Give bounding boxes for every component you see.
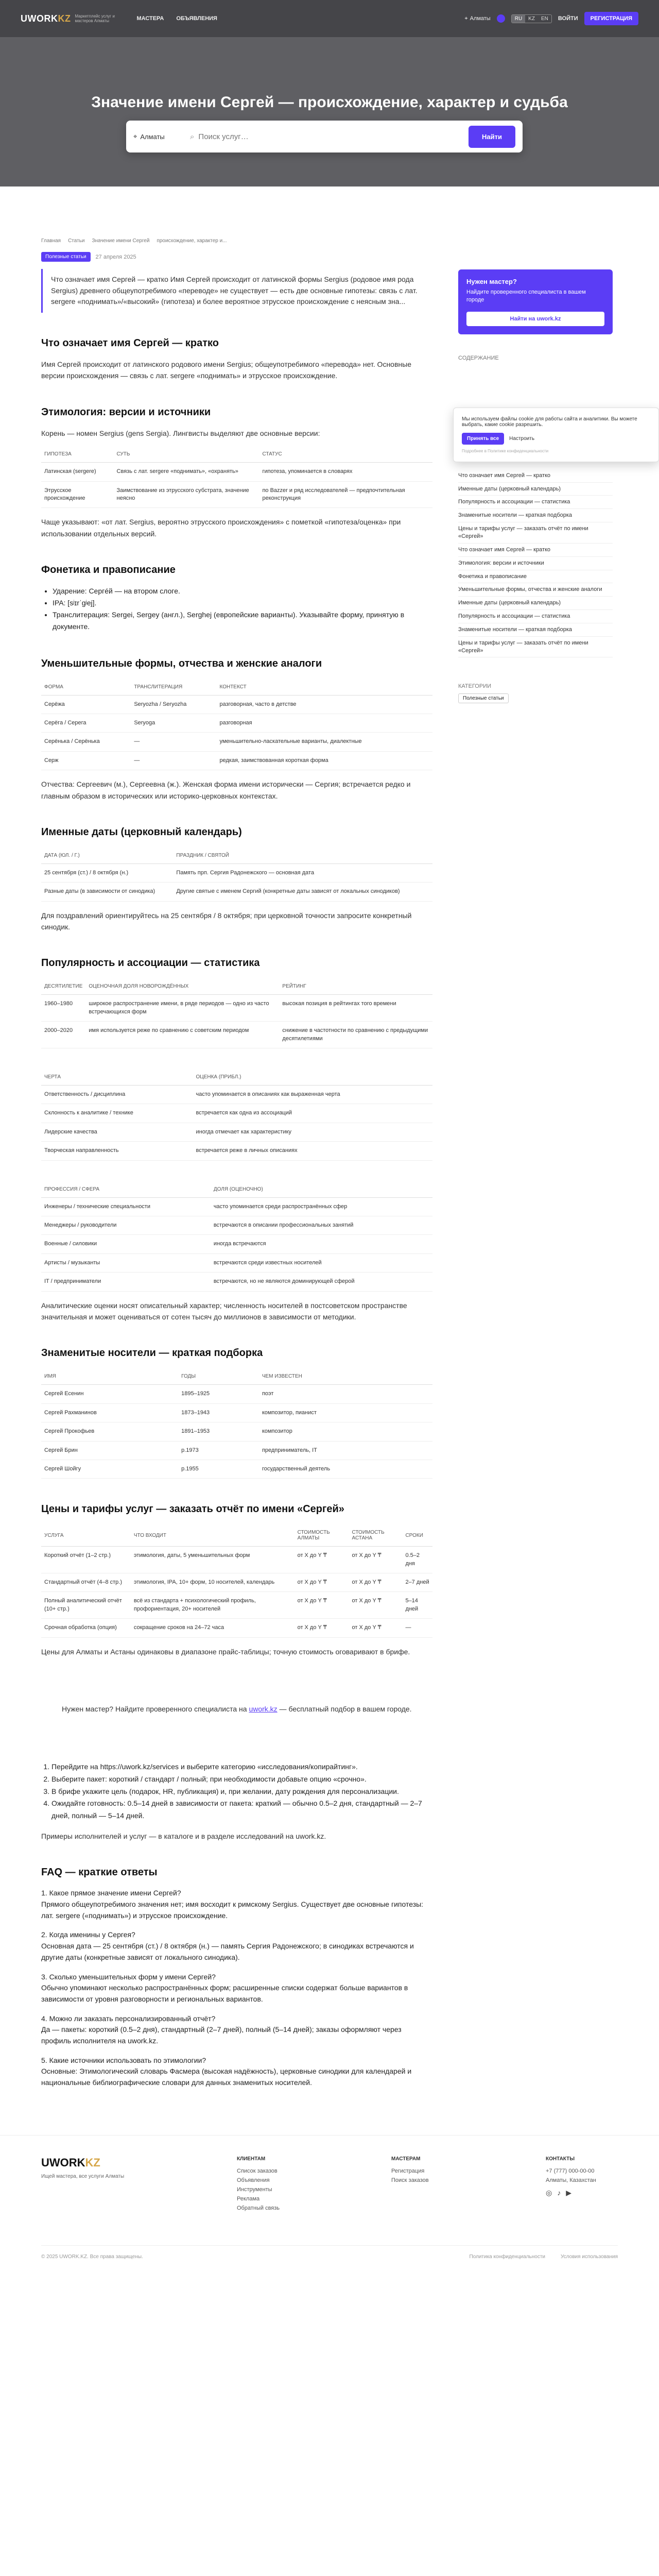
list-item: 1. Перейдите на https://uwork.kz/services и выберите категорию «исследования/копирайтинг». (51, 1761, 432, 1773)
nav-masters[interactable]: МАСТЕРА (136, 15, 164, 22)
toc-item[interactable]: Знаменитые носители — краткая подборка (458, 623, 613, 637)
section-title-prices: Цены и тарифы услуг — заказать отчёт по имени «Сергей» (41, 1503, 344, 1515)
footer-link[interactable]: Список заказов (237, 2167, 278, 2174)
list-item: 4. Ожидайте готовность: 0.5–14 дней в зависимости от пакета: краткий — обычно 0.5–2 дня, стандартный — 2–7 дней, полный — 5–14 дней. (51, 1798, 432, 1822)
table-row: 25 сентября (ст.) / 8 октября (н.) Память прп. Сергия Радонежского — основная дата (41, 863, 432, 882)
footer-link[interactable]: Обратный связь (237, 2205, 280, 2211)
cta-link[interactable]: uwork.kz (249, 1705, 278, 1714)
faq-item: 4. Можно ли заказать персонализированный отчёт? Да — пакеты: короткий (0.5–2 дня), стандартный (2–7 дней), полный (5–14 дней); заказы оформляют через профиль исполнителя на uwork.kz. (41, 2014, 402, 2045)
footer-link[interactable]: Реклама (237, 2195, 260, 2202)
login-link[interactable]: ВОЙТИ (558, 15, 578, 22)
table-row: Серёнька / Серёнька — уменьшительно-ласкательные варианты, диалектные (41, 733, 432, 751)
section-title-faq: FAQ — краткие ответы (41, 1867, 158, 1878)
table-row: Сергей Шойгу р.1955 государственный деятель (41, 1460, 432, 1478)
footer-address: Алматы, Казахстан (546, 2177, 596, 2183)
page-title: Значение имени Сергей — происхождение, характер и судьба (91, 94, 568, 111)
table-row: Серж — редкая, заимствованная короткая форма (41, 751, 432, 770)
footer-clients: КЛИЕНТАМ Список заказов Объявления Инструменты Реклама Обратный связь (237, 2156, 350, 2214)
table-row: Серёжа Seryozha / Seryozha разговорная, часто в детстве (41, 695, 432, 714)
search-bar (126, 121, 523, 152)
footer-contacts: КОНТАКТЫ +7 (777) 000-00-00 Алматы, Казахстан ◎ ♪ ▶ (546, 2156, 596, 2197)
etymology-note: Чаще указывают: «от лат. Sergius, вероятно этрусского происхождения» с пометкой «гипотеза/оценка» при использовании отдельных версий. (41, 518, 401, 538)
city-selector[interactable]: ⌖ Алматы (464, 15, 491, 22)
list-item: 3. В брифе укажите цель (подарок, HR, публикация) и, при желании, дату рождения для персонализации. (51, 1786, 432, 1798)
table-row: Сергей Рахманинов 1873–1943 композитор, пианист (41, 1403, 432, 1422)
section-title-forms: Уменьшительные формы, отчества и женские аналоги (41, 657, 322, 669)
list-item: • IPA: [sʲɪrˈɡʲej]. (53, 597, 432, 609)
etymology-table: ГИПОТЕЗА СУТЬ СТАТУС Латинская (sergere) Связь с лат. sergere «поднимать», «охранять» гипотеза, упоминается в словарях Этрусское происхождение Заимствование из этрусского субстрата, значение неясно по Bazzer и ряд исследователей — предпочтительная реконструкция (41, 446, 432, 508)
lang-kz[interactable]: KZ (528, 15, 535, 22)
privacy-link[interactable]: Политика конфиденциальности (469, 2253, 545, 2260)
article (41, 244, 432, 2089)
professions-table: ПРОФЕССИЯ / СФЕРА ДОЛЯ (ОЦЕНОЧНО) Инженеры / технические специальности часто упоминается среди распространённых сфер Менеджеры / руководители встречаются в описании профессиональных занятий Военные / силовики иногда встречаются Артисты / музыканты встречаются среди известных носителей IT / предприниматели встречаются, но не являются доминирующей сферой (41, 1181, 432, 1292)
table-row: Лидерские качества иногда отмечает как характеристику (41, 1123, 432, 1141)
table-row: Инженеры / технические специальности часто упоминается среди распространённых сфер (41, 1197, 432, 1216)
toc-item[interactable]: Популярность и ассоциации — статистика (458, 610, 613, 623)
table-row: 2000–2020 имя используется реже по сравнению с советским периодом снижение в частотности по сравнению с предыдущими десятилетиями (41, 1022, 432, 1048)
order-steps (51, 1761, 432, 1822)
nav-ads[interactable]: ОБЪЯВЛЕНИЯ (176, 15, 217, 22)
table-row: Ответственность / дисциплина часто упоминается в описаниях как выраженная черта (41, 1086, 432, 1104)
famous-table: ИМЯ ГОДЫ ЧЕМ ИЗВЕСТЕН Сергей Есенин 1895–1925 поэт Сергей Рахманинов 1873–1943 композитор, пианист Сергей Прокофьев 1891–1953 композитор Сергей Брин р.1973 предприниматель, IT Сергей Шойгу р.1955 государственный деятель (41, 1368, 432, 1479)
toc-item[interactable]: Что означает имя Сергей — кратко (458, 544, 613, 557)
crumb-articles[interactable]: Статьи (68, 238, 85, 244)
popularity-table: ДЕСЯТИЛЕТИЕ ОЦЕНОЧНАЯ ДОЛЯ НОВОРОЖДЁННЫХ РЕЙТИНГ 1960–1980 широкое распространение имени, в ряде периодов — одно из часто встречающихся форм высокая позиция в рейтингах того времени 2000–2020 имя используется реже по сравнению с советским периодом снижение в частотности по сравнению с предыдущими десятилетиями (41, 978, 432, 1048)
forms-table: ФОРМА ТРАНСЛИТЕРАЦИЯ КОНТЕКСТ Серёжа Seryozha / Seryozha разговорная, часто в детстве Серёга / Серега Seryoga разговорная Серёнька / Серёнька — уменьшительно-ласкательные варианты, диалектные Серж — редкая, заимствованная короткая форма (41, 679, 432, 771)
section-title-phonetics: Фонетика и правописание (41, 564, 176, 576)
table-of-contents: СОДЕРЖАНИЕ (458, 354, 499, 361)
lead-quote: Что означает имя Сергей — кратко Имя Сергей происходит от латинской формы Sergius (родовое имя рода Sergius) древнего общеупотребимого «переводе» не существует — есть две основные гипотезы: связь с лат. sergere «поднимать»/«высокий» (гипотеза) и более вероятное этрусское происхождение с неясным зна... (41, 269, 432, 313)
cookie-settings-button[interactable]: Настроить (509, 435, 535, 442)
cookie-accept-button[interactable]: Принять все (462, 433, 504, 445)
terms-link[interactable]: Условия использования (561, 2253, 618, 2260)
table-row: Военные / силовики иногда встречаются (41, 1235, 432, 1253)
section-text-brief: Имя Сергей происходит от латинского родового имени Sergius; общеупотребимого «перевода» нет. Основные версии происхождения — связь с лат. sergere «поднимать» и этрусское происхождение. (41, 360, 411, 380)
forms-note: Отчества: Сергеевич (м.), Сергеевна (ж.). Женская форма имени исторически — Сергия; встречается редко и главным образом в исторических или историко-церковных контекстах. (41, 780, 411, 800)
logo[interactable]: UWORKKZ (21, 13, 71, 24)
cookie-banner: Мы используем файлы cookie для работы сайта и аналитики. Вы можете выбрать, какие cookie разрешить. Принять все Настроить Подробнее в Политике конфиденциальности (453, 408, 659, 462)
table-row: Склонность к аналитике / технике встречается как одна из ассоциаций (41, 1104, 432, 1123)
traits-table: ЧЕРТА ОЦЕНКА (ПРИБЛ.) Ответственность / дисциплина часто упоминается в описаниях как выраженная черта Склонность к аналитике / технике встречается как одна из ассоциаций Лидерские качества иногда отмечает как характеристику Творческая направленность встречается реже в личных описаниях (41, 1069, 432, 1161)
table-row: 1960–1980 широкое распространение имени, в ряде периодов — одно из часто встречающихся форм высокая позиция в рейтингах того времени (41, 995, 432, 1022)
hero (0, 37, 659, 187)
tiktok-icon[interactable]: ♪ (557, 2188, 561, 2197)
top-bar (0, 0, 659, 37)
search-icon: ⌕ (190, 132, 195, 141)
category-chip[interactable]: Полезные статьи (458, 693, 509, 703)
theme-toggle-icon[interactable] (497, 14, 505, 23)
popularity-note: Аналитические оценки носят описательный характер; численность носителей в постсоветском пространстве значительная и может оцениваться от сотен тысяч до миллионов в зависимости от методики. (41, 1301, 407, 1321)
search-input[interactable] (198, 132, 469, 141)
footer (0, 2135, 659, 2268)
search-button[interactable]: Найти (469, 126, 515, 148)
footer-masters: МАСТЕРАМ Регистрация Поиск заказов (391, 2156, 505, 2214)
section-title-dates: Именные даты (церковный календарь) (41, 826, 242, 838)
table-row: Творческая направленность встречается реже в личных описаниях (41, 1142, 432, 1160)
faq-item: 2. Когда именины у Сергея? Основная дата — 25 сентября (ст.) / 8 октября (н.) — память Сергия Радонежского; в синодиках встречаются и другие даты (конкретные зависят от локального синодика). (41, 1930, 414, 1961)
section-title-famous: Знаменитые носители — краткая подборка (41, 1347, 263, 1359)
dates-note: Для поздравлений ориентируйтесь на 25 сентября / 8 октября; при церковной точности запросите конкретный синодик. (41, 911, 412, 931)
footer-logo[interactable]: UWORKKZ (41, 2156, 100, 2169)
sidebar (458, 244, 637, 2089)
toc-list (458, 469, 613, 658)
toc-item[interactable]: Уменьшительные формы, отчества и женские аналоги (458, 583, 613, 597)
table-row: Разные даты (в зависимости от синодика) Другие святые с именем Сергий (конкретные даты зависят от локальных синодиков) (41, 883, 432, 901)
list-item: • Ударение: Сергéй — на втором слоге. (53, 585, 432, 597)
footer-link[interactable]: Инструменты (237, 2186, 272, 2193)
table-row: Этрусское происхождение Заимствование из этрусского субстрата, значение неясно по Bazzer и ряд исследователей — предпочтительная реконструкция (41, 481, 432, 508)
expert-card: Нужен мастер? Найдите проверенного специалиста в вашем городе Найти на uwork.kz (458, 269, 613, 334)
table-row: Короткий отчёт (1–2 стр.) этимология, даты, 5 уменьшительных форм от X до Y ₸ от X до Y ₸ 0.5–2 дня (41, 1547, 432, 1573)
list-item: 2. Выберите пакет: короткий / стандарт / полный; при необходимости добавьте опцию «срочно». (51, 1773, 432, 1786)
categories: КАТЕГОРИИ Полезные статьи (458, 683, 613, 703)
section-title-etymology: Этимология: версии и источники (41, 406, 211, 418)
location-pin-icon: ⌖ (464, 15, 468, 22)
category-tag[interactable]: Полезные статьи (41, 252, 91, 262)
list-item: • Транслитерация: Sergei, Sergey (англ.), Serghej (европейские варианты). Указывайте форму, принятую в документе. (53, 609, 432, 633)
table-row: IT / предприниматели встречаются, но не являются доминирующей сферой (41, 1273, 432, 1291)
table-row: Артисты / музыканты встречаются среди известных носителей (41, 1253, 432, 1272)
faq-item: 3. Сколько уменьшительных форм у имени Сергей? Обычно упоминают несколько распространённых форм; расширенные списки содержат больше вариантов в зависимости от уровня разговорности и региональных вариантов. (41, 1972, 408, 2003)
publish-date: 27 апреля 2025 (95, 253, 136, 260)
table-row: Сергей Прокофьев 1891–1953 композитор (41, 1422, 432, 1441)
youtube-icon[interactable]: ▶ (566, 2188, 571, 2197)
location-pin-icon: ⌖ (133, 132, 137, 140)
toc-item[interactable]: Популярность и ассоциации — статистика (458, 496, 613, 509)
top-nav (137, 15, 217, 22)
toc-item[interactable]: Этимология: версии и источники (458, 557, 613, 570)
table-row: Серёга / Серега Seryoga разговорная (41, 714, 432, 732)
table-row: Срочная обработка (опция) сокращение сроков на 24–72 часа от X до Y ₸ от X до Y ₸ — (41, 1619, 432, 1637)
footer-link[interactable]: Регистрация (391, 2167, 425, 2174)
footer-phone[interactable]: +7 (777) 000-00-00 (546, 2167, 595, 2174)
instagram-icon[interactable]: ◎ (546, 2188, 552, 2197)
dates-table: ДАТА (ЮЛ. / Г.) ПРАЗДНИК / СВЯТОЙ 25 сентября (ст.) / 8 октября (н.) Память прп. Сергия Радонежского — основная дата Разные даты (в зависимости от синодика) Другие святые с именем Сергий (конкретные даты зависят от локальных синодиков) (41, 848, 432, 902)
find-expert-button[interactable]: Найти на uwork.kz (466, 312, 604, 326)
copyright: © 2025 UWORK.KZ. Все права защищены. (41, 2253, 143, 2260)
toc-item[interactable]: Знаменитые носители — краткая подборка (458, 509, 613, 522)
search-city[interactable]: ⌖ Алматы (133, 132, 165, 141)
steps-note: Примеры исполнителей и услуг — в каталоге и в разделе исследований на uwork.kz. (41, 1832, 326, 1840)
section-title-brief: Что означает имя Сергей — кратко (41, 337, 219, 349)
phonetics-list (53, 585, 432, 633)
footer-link[interactable]: Объявления (237, 2177, 270, 2183)
language-switcher (511, 14, 552, 23)
toc-item[interactable]: Что означает имя Сергей — кратко (458, 469, 613, 483)
toc-item[interactable]: Фонетика и правописание (458, 570, 613, 584)
table-row: Полный аналитический отчёт (10+ стр.) всё из стандарта + психологический профиль, профориентация, 20+ носителей от X до Y ₸ от X до Y ₸ 5–14 дней (41, 1592, 432, 1619)
cta-box: Нужен мастер? Найдите проверенного специалиста на uwork.kz — бесплатный подбор в вашем городе. (62, 1705, 412, 1714)
table-row: Латинская (sergere) Связь с лат. sergere «поднимать», «охранять» гипотеза, упоминается в словарях (41, 463, 432, 481)
toc-item[interactable]: Именные даты (церковный календарь) (458, 597, 613, 610)
footer-link[interactable]: Поиск заказов (391, 2177, 429, 2183)
faq-item: 1. Какое прямое значение имени Сергей? Прямого общеупотребимого значения нет; имя восходит к римскому Sergius. Существует две основные гипотезы: лат. sergere («поднимать») и этрусское происхождение. (41, 1889, 424, 1920)
table-row: Сергей Есенин 1895–1925 поэт (41, 1385, 432, 1403)
prices-note: Цены для Алматы и Астаны одинаковы в диапазоне прайс-таблицы; точную стоимость оговаривают в брифе. (41, 1647, 410, 1656)
logo-tagline: Маркетплейс услуг и мастеров Алматы (75, 13, 115, 23)
table-row: Менеджеры / руководители встречаются в описании профессиональных занятий (41, 1216, 432, 1234)
toc-item[interactable]: Цены и тарифы услуг — заказать отчёт по имени «Сергей» (458, 637, 613, 658)
lang-ru[interactable]: RU (512, 15, 525, 23)
faq-item: 5. Какие источники использовать по этимологии? Основные: Этимологический словарь Фасмера (высокая надёжность), церковные синодики для календарей и национальные библиографические словари для данных знаменитых носителей. (41, 2056, 412, 2087)
toc-item[interactable]: Именные даты (церковный календарь) (458, 483, 613, 496)
toc-item[interactable]: Цены и тарифы услуг — заказать отчёт по имени «Сергей» (458, 522, 613, 544)
table-row: Сергей Брин р.1973 предприниматель, IT (41, 1441, 432, 1460)
prices-table: УСЛУГА ЧТО ВХОДИТ СТОИМОСТЬ АЛМАТЫ СТОИМОСТЬ АСТАНА СРОКИ Короткий отчёт (1–2 стр.) этимология, даты, 5 уменьшительных форм от X до Y ₸ от X до Y ₸ 0.5–2 дня Стандартный отчёт (4–8 стр.) этимология, IPA, 10+ форм, 10 носителей, календарь от X до Y ₸ от X до Y ₸ 2–7 дней Полный аналитический отчёт (10+ стр.) всё из стандарта + психологический профиль, профориентация, 20+ носителей от X до Y ₸ от X до Y ₸ 5–14 дней Срочная обработка (опция) сокращение сроков на 24–72 часа от X до Y ₸ от X до Y ₸ — (41, 1524, 432, 1637)
lang-en[interactable]: EN (541, 15, 548, 22)
breadcrumb (0, 187, 659, 244)
section-text-etymology: Корень — номен Sergius (gens Sergia). Лингвисты выделяют две основные версии: (41, 429, 320, 437)
crumb-home[interactable]: Главная (41, 238, 61, 244)
register-button[interactable]: РЕГИСТРАЦИЯ (584, 12, 638, 25)
footer-tagline: Ищей мастера, все услуги Алматы (41, 2173, 125, 2179)
table-row: Стандартный отчёт (4–8 стр.) этимология, IPA, 10+ форм, 10 носителей, календарь от X до Y ₸ от X до Y ₸ 2–7 дней (41, 1573, 432, 1592)
crumb-current: происхождение, характер и... (157, 238, 227, 244)
crumb-topic[interactable]: Значение имени Сергей (92, 238, 150, 244)
section-title-popularity: Популярность и ассоциации — статистика (41, 957, 260, 969)
